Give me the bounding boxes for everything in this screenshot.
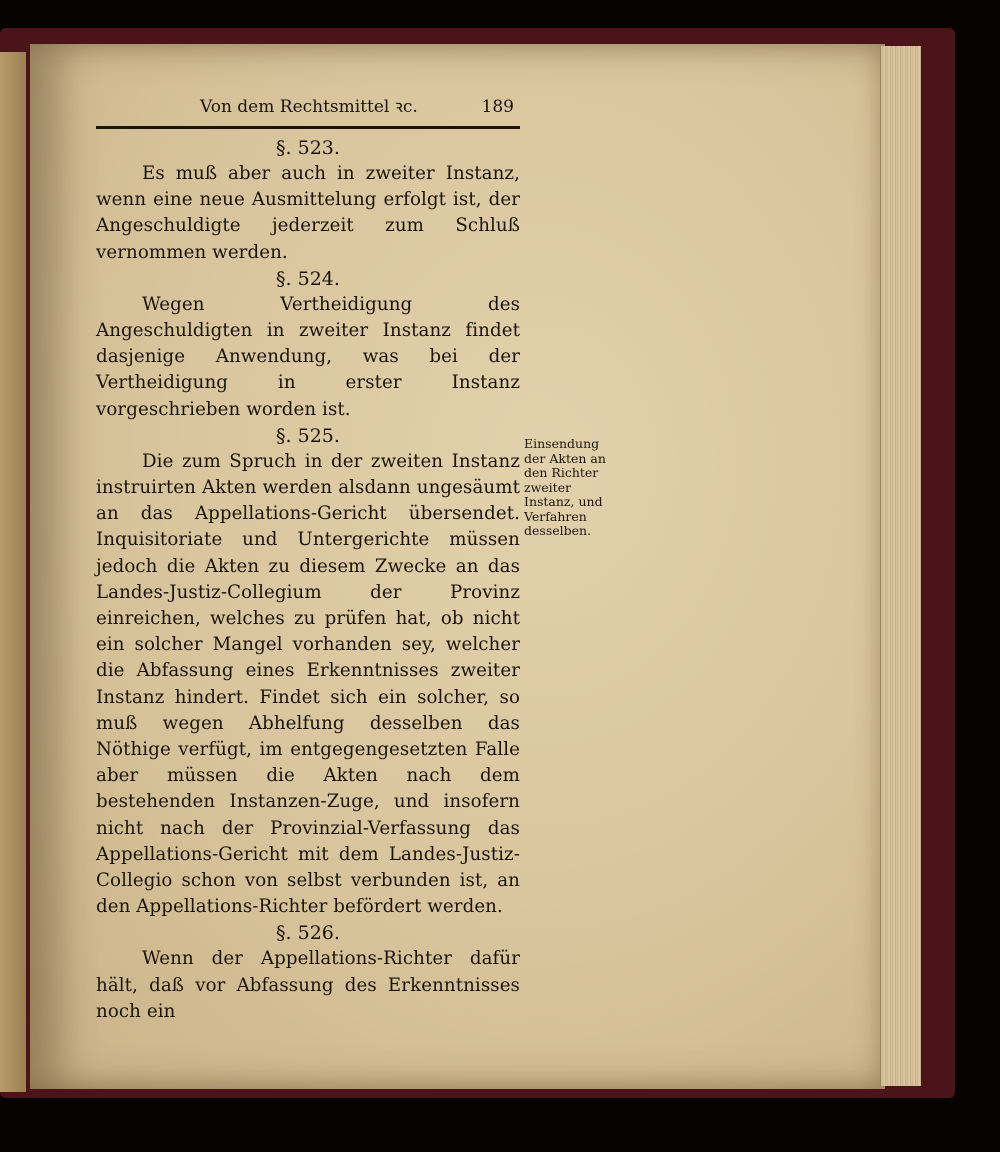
section-number-525: §. 525. — [276, 424, 340, 447]
page-text-block — [96, 94, 520, 1025]
paragraph-525: Die zum Spruch in der zweiten Instanz instruirten Akten werden alsdann ungesäumt an das Appellations-Gericht übersendet. Inquisitoriate und Untergerichte müssen jedoch die Akten zu diesem Zwecke an das Landes-Justiz-Collegium der Provinz einreichen, welches zu prüfen hat, ob nicht ein solcher Mangel vorhanden sey, welcher die Abfassung eines Erkenntnisses zweiter Instanz hindert. Findet sich ein solcher, so muß wegen Abhelfung desselben das Nöthige verfügt, im entgegengesetzten Falle aber müssen die Akten nach dem bestehenden Instanzen-Zuge, und insofern nicht nach der Provinzial-Verfassung das Appellations-Gericht mit dem Landes-Justiz-Collegio schon von selbst verbunden ist, an den Appellations-Richter befördert werden. — [96, 450, 520, 918]
header-rule — [96, 126, 520, 129]
running-title: Von dem Rechtsmittel ꝛc. — [200, 97, 418, 117]
section-number-526: §. 526. — [276, 922, 340, 945]
facing-page-edge — [0, 52, 26, 1092]
paragraph-524: Wegen Vertheidigung des Angeschuldigten in zweiter Instanz findet dasjenige Anwendung, was bei der Vertheidigung in erster Instanz vorgeschrieben worden ist. — [96, 293, 520, 420]
section-number-523: §. 523. — [276, 137, 340, 159]
margin-note: Einsendung der Akten an den Richter zweiter Instanz, und Verfahren desselben. — [524, 436, 606, 538]
paragraph-526: Wenn der Appellations-Richter dafür hält, daß vor Abfassung des Erkenntnisses noch ein — [96, 948, 520, 1022]
page-block-edges — [880, 46, 921, 1086]
page-number: 189 — [481, 97, 514, 117]
section-number-524: §. 524. — [276, 267, 340, 290]
running-header — [96, 94, 520, 124]
paragraph-523: Es muß aber auch in zweiter Instanz, wenn eine neue Ausmittelung erfolgt ist, der Angeschuldigte jederzeit zum Schluß vernommen werden. — [96, 163, 520, 263]
